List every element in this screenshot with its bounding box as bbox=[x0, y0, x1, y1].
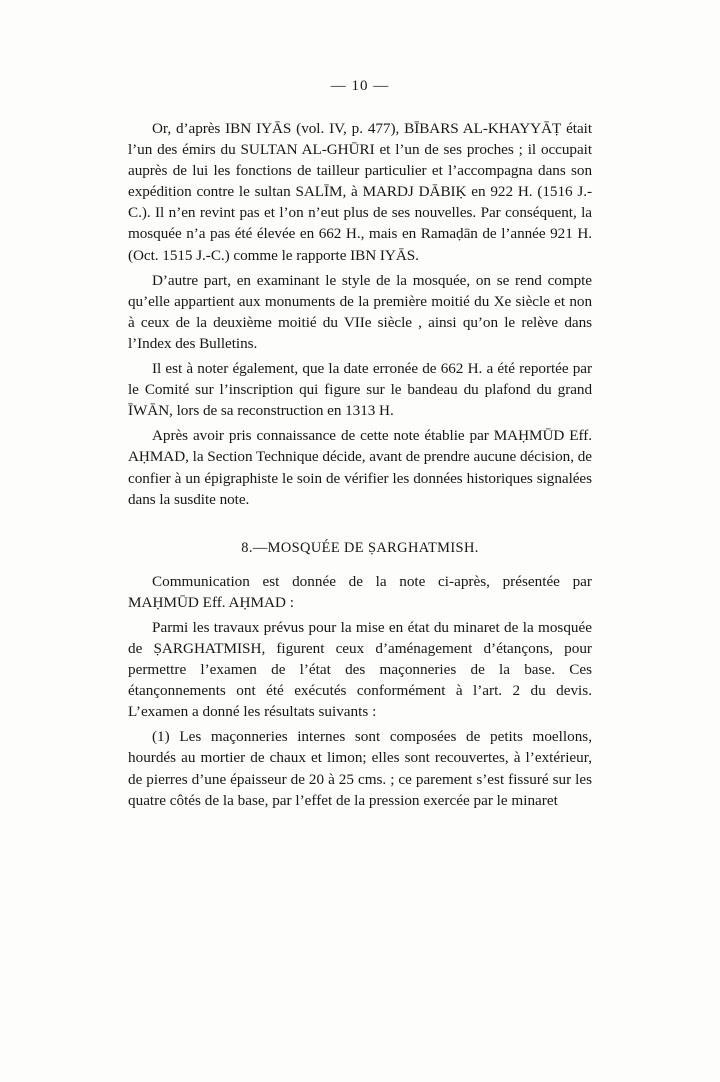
page-content bbox=[128, 118, 592, 812]
paragraph: Communication est donnée de la note ci-après, présentée par MAḤMŪD Eff. AḤMAD : bbox=[128, 572, 592, 611]
paragraph: Il est à noter également, que la date erronée de 662 H. a été reportée par le Comité sur l’inscription qui figure sur le bandeau du plafond du grand ĪWĀN, lors de sa reconstruction en 1313 H. bbox=[128, 360, 592, 420]
paragraph: Parmi les travaux prévus pour la mise en état du minaret de la mosquée de ṢARGHATMISH, figurent ceux d’aménagement d’étançons, pour permettre l’examen de l’état des maçonneries de la base. Ces étançonnements ont été exécutés conformément à l’art. 2 du devis. L’examen a donné les résultats suivants : bbox=[128, 618, 592, 721]
section-heading: 8.—MOSQUÉE DE ṢARGHATMISH. bbox=[241, 539, 479, 556]
paragraph: Or, d’après IBN IYĀS (vol. IV, p. 477), BĪBARS AL-KHAYYĀṬ était l’un des émirs du SULTAN AL-GHŪRI et l’un de ses proches ; il occupait auprès de lui les fonctions de tailleur particulier et l’accompagna dans son expédition contre le sultan SALĪM, à MARDJ DĀBIḲ en 922 H. (1516 J.-C.). Il n’en revint pas et l’on n’eut plus de ses nouvelles. Par conséquent, la mosquée n’a pas été élevée en 662 H., mais en Ramaḍān de l’année 921 H. (Oct. 1515 J.-C.) comme le rapporte IBN IYĀS. bbox=[128, 120, 592, 264]
page-number: — 10 — bbox=[330, 78, 390, 94]
section-block bbox=[128, 571, 592, 811]
paragraph: Après avoir pris connaissance de cette note établie par MAḤMŪD Eff. AḤMAD, la Section Technique décide, avant de prendre aucune décision, de confier à un épigraphiste le soin de vérifier les données historiques signalées dans la susdite note. bbox=[128, 427, 592, 508]
body-block bbox=[128, 118, 592, 510]
paragraph: D’autre part, en examinant le style de la mosquée, on se rend compte qu’elle appartient aux monuments de la première moitié du Xe siècle et non à ceux de la deuxième moitié du VIIe siècle , ainsi qu’on le relève dans l’Index des Bulletins. bbox=[128, 271, 592, 352]
paragraph: (1) Les maçonneries internes sont composées de petits moellons, hourdés au mortier de chaux et limon; elles sont recouvertes, à l’extérieur, de pierres d’une épaisseur de 20 à 25 cms. ; ce parement s’est fissuré sur les quatre côtés de la base, par l’effet de la pression exercée par le minaret bbox=[128, 728, 592, 809]
